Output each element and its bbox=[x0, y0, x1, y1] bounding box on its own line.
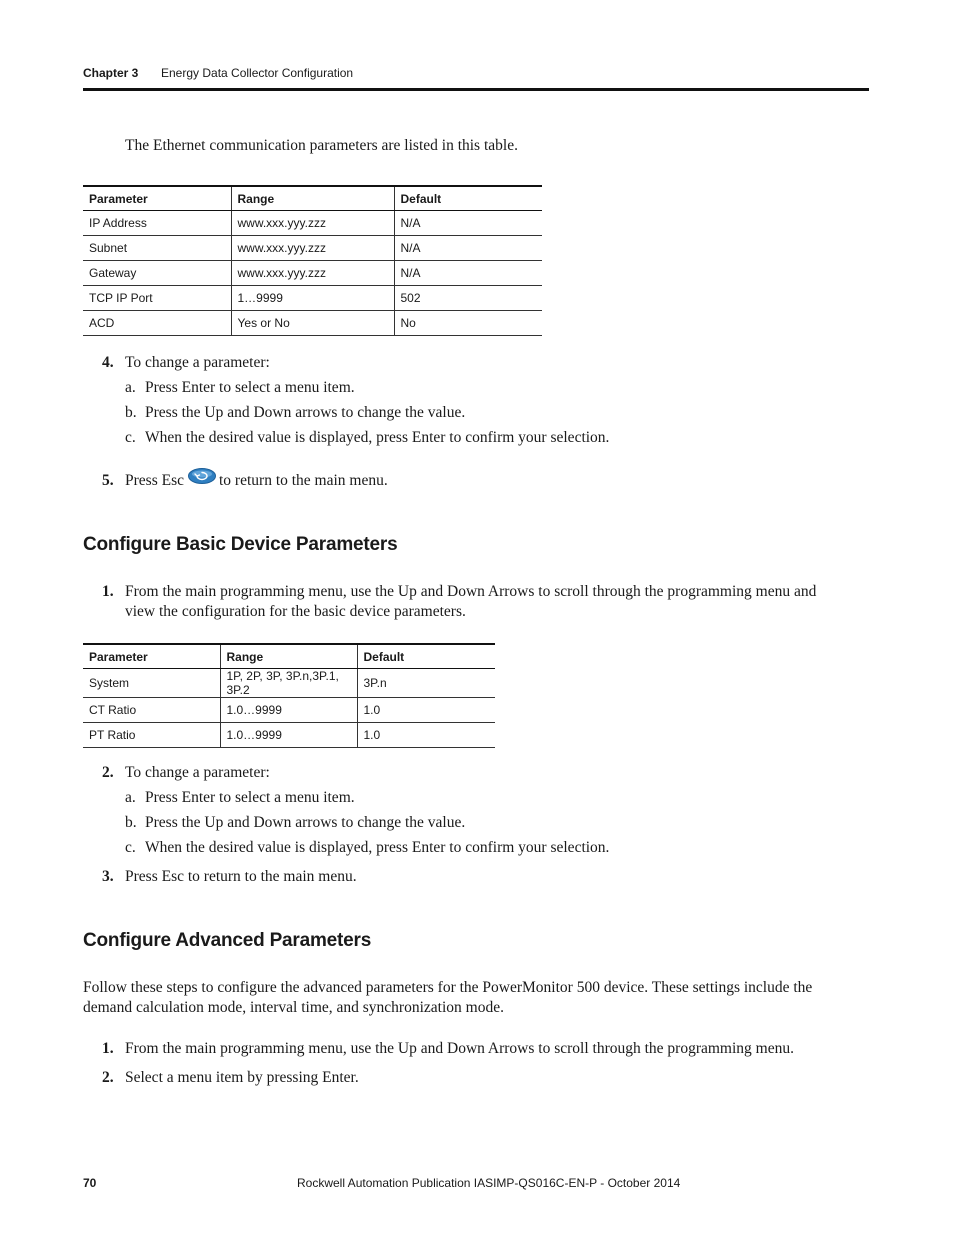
step-number: 2. bbox=[102, 1069, 114, 1086]
column-header: Default bbox=[357, 644, 495, 669]
substep-text: When the desired value is displayed, press Enter to confirm your selection. bbox=[145, 429, 610, 446]
table-row bbox=[83, 723, 495, 748]
header-rule bbox=[83, 88, 869, 91]
substep-letter: a. bbox=[125, 379, 136, 396]
column-header: Parameter bbox=[83, 186, 231, 211]
step-text: Press Esc to return to the main menu. bbox=[125, 868, 357, 885]
table-cell: 1…9999 bbox=[231, 286, 394, 311]
step-text: To change a parameter: bbox=[125, 764, 270, 781]
substep-text: When the desired value is displayed, press Enter to confirm your selection. bbox=[145, 839, 610, 856]
step-number: 5. bbox=[102, 472, 114, 489]
substep-letter: b. bbox=[125, 814, 137, 831]
step-text-line-1: From the main programming menu, use the Up and Down Arrows to scroll through the programming menu and bbox=[125, 583, 817, 600]
ethernet-parameters-table bbox=[83, 185, 542, 336]
table-cell: N/A bbox=[394, 211, 542, 236]
step-number: 1. bbox=[102, 583, 114, 600]
table-cell: www.xxx.yyy.zzz bbox=[231, 261, 394, 286]
publication-info: Rockwell Automation Publication IASIMP-QS016C-EN-P - October 2014 bbox=[297, 1176, 681, 1190]
advanced-intro-line-2: demand calculation mode, interval time, and synchronization mode. bbox=[83, 999, 504, 1016]
substep-letter: c. bbox=[125, 429, 136, 446]
step-text: to return to the main menu. bbox=[219, 472, 388, 489]
column-header: Range bbox=[231, 186, 394, 211]
step-text-line-2: view the configuration for the basic device parameters. bbox=[125, 603, 466, 620]
step-text: Press Esc bbox=[125, 472, 184, 489]
section-heading-advanced: Configure Advanced Parameters bbox=[83, 930, 372, 951]
table-cell: 1.0 bbox=[357, 698, 495, 723]
column-header: Range bbox=[220, 644, 357, 669]
advanced-intro-line-1: Follow these steps to configure the advanced parameters for the PowerMonitor 500 device. These settings include the bbox=[83, 979, 813, 996]
table-cell: 1.0…9999 bbox=[220, 723, 357, 748]
table-cell: 1.0 bbox=[357, 723, 495, 748]
step-text: From the main programming menu, use the Up and Down Arrows to scroll through the programming menu. bbox=[125, 1040, 794, 1057]
esc-key-icon bbox=[187, 467, 217, 485]
chapter-title: Energy Data Collector Configuration bbox=[161, 66, 354, 80]
substep-text: Press Enter to select a menu item. bbox=[145, 379, 355, 396]
intro-text: The Ethernet communication parameters are listed in this table. bbox=[125, 137, 518, 154]
table-cell: 502 bbox=[394, 286, 542, 311]
table-cell: No bbox=[394, 311, 542, 336]
substep-letter: c. bbox=[125, 839, 136, 856]
table-cell: N/A bbox=[394, 261, 542, 286]
table-cell: www.xxx.yyy.zzz bbox=[231, 211, 394, 236]
table-cell: 3P.n bbox=[357, 669, 495, 698]
table-cell: Gateway bbox=[83, 261, 231, 286]
page-number: 70 bbox=[83, 1176, 97, 1190]
table-cell: Subnet bbox=[83, 236, 231, 261]
basic-parameters-table bbox=[83, 643, 495, 748]
table-row bbox=[83, 211, 542, 236]
section-heading-basic: Configure Basic Device Parameters bbox=[83, 534, 398, 555]
step-number: 2. bbox=[102, 764, 114, 781]
substep-letter: b. bbox=[125, 404, 137, 421]
step-text: Select a menu item by pressing Enter. bbox=[125, 1069, 359, 1086]
table-cell: Yes or No bbox=[231, 311, 394, 336]
table-header-row bbox=[83, 644, 495, 669]
table-cell: www.xxx.yyy.zzz bbox=[231, 236, 394, 261]
table-row bbox=[83, 236, 542, 261]
step-number: 3. bbox=[102, 868, 114, 885]
substep-letter: a. bbox=[125, 789, 136, 806]
substep-text: Press the Up and Down arrows to change the value. bbox=[145, 404, 466, 421]
table-cell: CT Ratio bbox=[83, 698, 220, 723]
table-cell: TCP IP Port bbox=[83, 286, 231, 311]
column-header: Parameter bbox=[83, 644, 220, 669]
table-cell: System bbox=[83, 669, 220, 698]
substep-text: Press Enter to select a menu item. bbox=[145, 789, 355, 806]
substep-text: Press the Up and Down arrows to change the value. bbox=[145, 814, 466, 831]
table-cell: 1.0…9999 bbox=[220, 698, 357, 723]
table-cell: 1P, 2P, 3P, 3P.n,3P.1, 3P.2 bbox=[220, 669, 357, 698]
step-text: To change a parameter: bbox=[125, 354, 270, 371]
table-cell: ACD bbox=[83, 311, 231, 336]
table-cell: N/A bbox=[394, 236, 542, 261]
table-row bbox=[83, 286, 542, 311]
table-row bbox=[83, 311, 542, 336]
table-row bbox=[83, 261, 542, 286]
table-row bbox=[83, 669, 495, 698]
table-row bbox=[83, 698, 495, 723]
table-cell: IP Address bbox=[83, 211, 231, 236]
table-cell: PT Ratio bbox=[83, 723, 220, 748]
column-header: Default bbox=[394, 186, 542, 211]
step-number: 4. bbox=[102, 354, 114, 371]
chapter-label: Chapter 3 bbox=[83, 66, 139, 80]
table-header-row bbox=[83, 186, 542, 211]
step-number: 1. bbox=[102, 1040, 114, 1057]
